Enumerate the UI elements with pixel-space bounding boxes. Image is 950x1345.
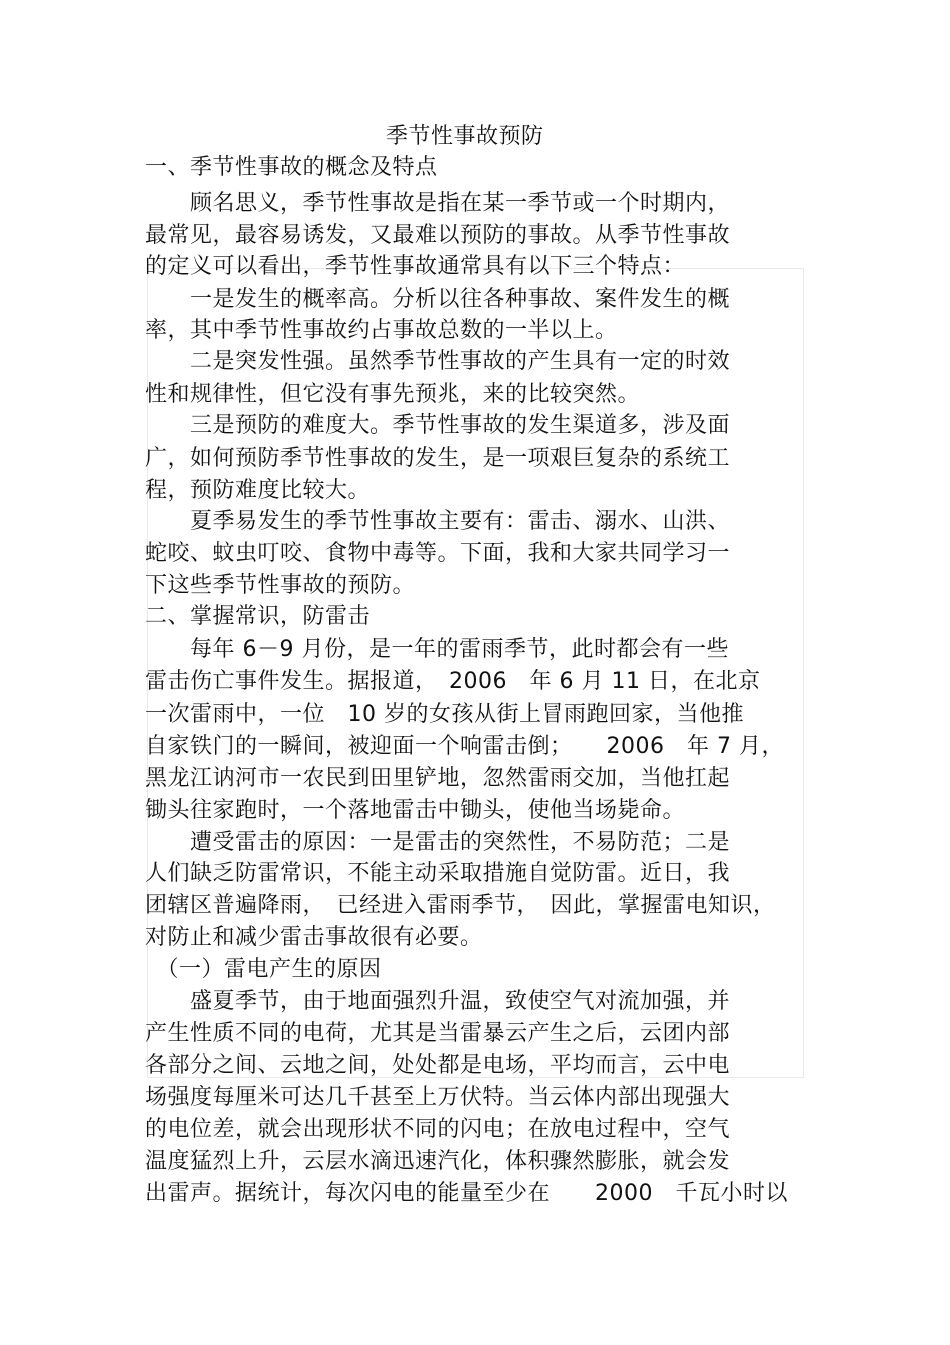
body-line: 夏季易发生的季节性事故主要有：雷击、溺水、山洪、 xyxy=(145,509,731,534)
document-title: 季节性事故预防 xyxy=(386,124,544,149)
body-line: 产生性质不同的电荷，尤其是当雷暴云产生之后，云团内部 xyxy=(145,1021,731,1046)
body-line: 黑龙江讷河市一农民到田里铲地，忽然雷雨交加，当他扛起 xyxy=(145,766,731,791)
body-line: 的定义可以看出，季节性事故通常具有以下三个特点： xyxy=(145,254,686,279)
body-line: 每年 6－9 月份，是一年的雷雨季节，此时都会有一些 xyxy=(145,637,729,662)
section-heading-2: 二、掌握常识，防雷击 xyxy=(145,604,371,629)
body-line: 的电位差，就会出现形状不同的闪电；在放电过程中，空气 xyxy=(145,1117,731,1142)
body-line: 各部分之间、云地之间，处处都是电场，平均而言，云中电 xyxy=(145,1053,731,1078)
body-line: 锄头往家跑时，一个落地雷击中锄头，使他当场毙命。 xyxy=(145,798,686,823)
body-line: 团辖区普遍降雨， 已经进入雷雨季节， 因此，掌握雷电知识， xyxy=(145,893,776,918)
subsection-heading: （一）雷电产生的原因 xyxy=(145,957,382,982)
body-line: 顾名思义，季节性事故是指在某一季节或一个时期内， xyxy=(145,191,731,216)
body-line: 下这些季节性事故的预防。 xyxy=(145,573,416,598)
body-line: 盛夏季节，由于地面强烈升温，致使空气对流加强，并 xyxy=(145,989,731,1014)
body-line: 场强度每厘米可达几千甚至上万伏特。当云体内部出现强大 xyxy=(145,1085,731,1110)
body-line: 一次雷雨中，一位 10 岁的女孩从街上冒雨跑回家，当他推 xyxy=(145,702,744,727)
body-line: 一是发生的概率高。分析以往各种事故、案件发生的概 xyxy=(145,287,731,312)
body-line: 对防止和减少雷击事故很有必要。 xyxy=(145,925,483,950)
section-heading-1: 一、季节性事故的概念及特点 xyxy=(145,155,438,180)
body-line: 遭受雷击的原因：一是雷击的突然性，不易防范；二是 xyxy=(145,830,731,855)
body-line: 出雷声。据统计，每次闪电的能量至少在 2000 千瓦小时以 xyxy=(145,1181,788,1206)
body-line: 温度猛烈上升，云层水滴迅速汽化，体积骤然膨胀，就会发 xyxy=(145,1149,731,1174)
body-line: 二是突发性强。虽然季节性事故的产生具有一定的时效 xyxy=(145,349,731,374)
body-line: 广，如何预防季节性事故的发生，是一项艰巨复杂的系统工 xyxy=(145,446,731,471)
body-line: 蛇咬、蚊虫叮咬、食物中毒等。下面，我和大家共同学习一 xyxy=(145,541,731,566)
body-line: 性和规律性，但它没有事先预兆，来的比较突然。 xyxy=(145,382,641,407)
body-line: 雷击伤亡事件发生。据报道， 2006 年 6 月 11 日，在北京 xyxy=(145,669,761,694)
body-line: 程，预防难度比较大。 xyxy=(145,478,371,503)
body-line: 人们缺乏防雷常识，不能主动采取措施自觉防雷。近日，我 xyxy=(145,861,731,886)
body-line: 率，其中季节性事故约占事故总数的一半以上。 xyxy=(145,318,618,343)
body-line: 最常见，最容易诱发，又最难以预防的事故。从季节性事故 xyxy=(145,223,731,248)
body-line: 三是预防的难度大。季节性事故的发生渠道多，涉及面 xyxy=(145,413,731,438)
body-line: 自家铁门的一瞬间，被迎面一个响雷击倒； 2006 年 7 月， xyxy=(145,734,784,759)
